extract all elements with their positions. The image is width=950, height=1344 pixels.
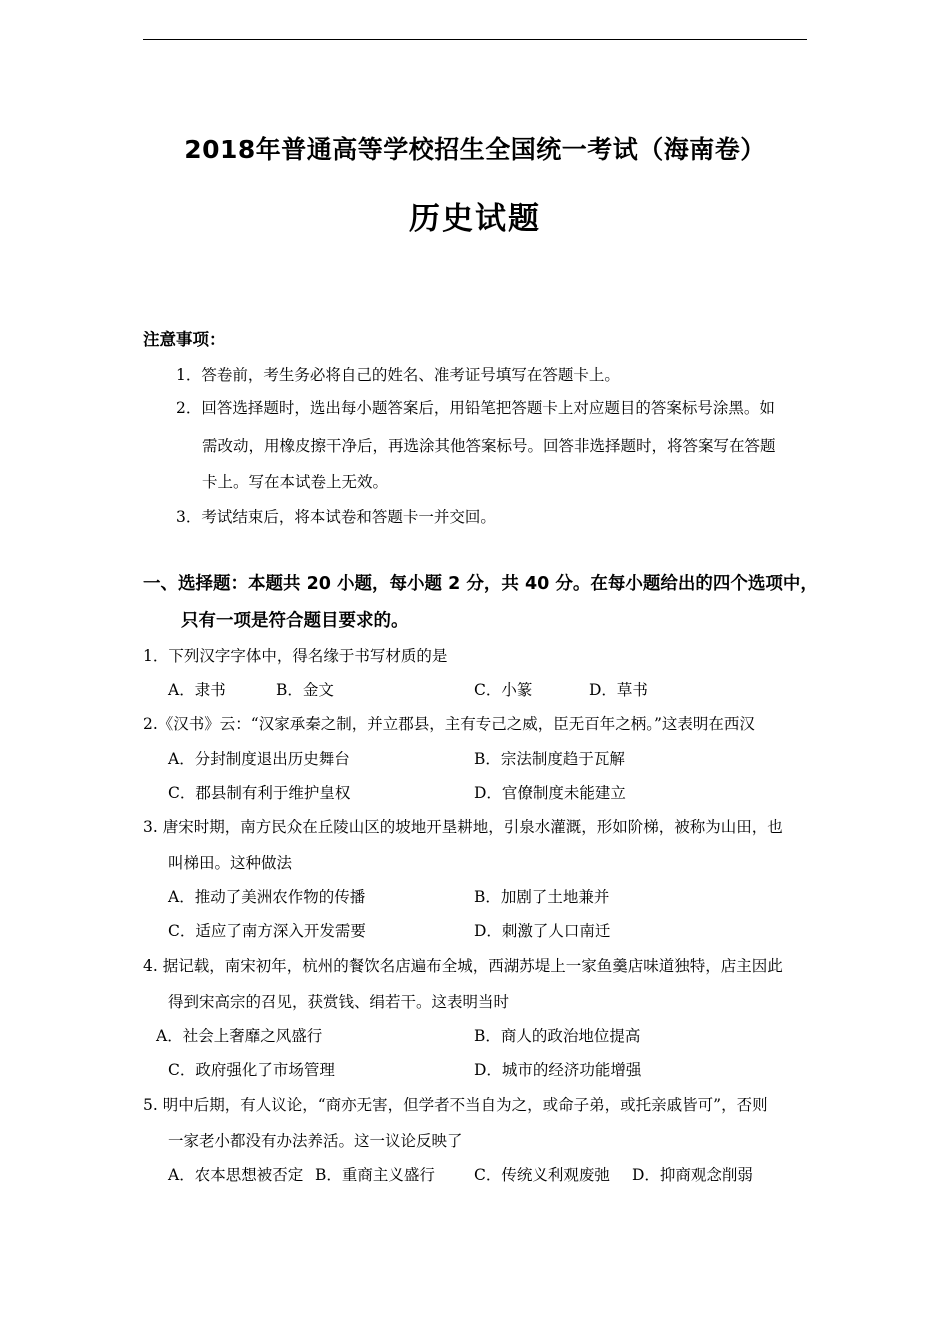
question-1-option-a: A．隶书 [168,681,226,699]
question-4-option-c: C．政府强化了市场管理 [168,1061,335,1079]
section-heading-line2: 只有一项是符合题目要求的。 [181,611,409,631]
question-4-option-d: D．城市的经济功能增强 [474,1061,642,1079]
exam-title: 2018年普通高等学校招生全国统一考试（海南卷） [184,135,766,164]
question-3-stem-line1: 3. 唐宋时期，南方民众在丘陵山区的坡地开垦耕地，引泉水灌溉，形如阶梯，被称为山田，也 [143,818,783,836]
question-2-stem: 2.《汉书》云：“汉家承秦之制，并立郡县，主有专己之威，臣无百年之柄。”这表明在西汉 [143,715,755,733]
question-5-option-c: C．传统义利观废弛 [474,1166,610,1184]
question-5-stem-line1: 5. 明中后期，有人议论，“商亦无害，但学者不当自为之，或命子弟，或托亲戚皆可”，否则 [143,1096,768,1114]
question-2-option-b: B．宗法制度趋于瓦解 [474,750,625,768]
section-heading-line1: 一、选择题：本题共 20 小题，每小题 2 分，共 40 分。在每小题给出的四个选项中， [143,574,818,594]
question-4-stem-line1: 4. 据记载，南宋初年，杭州的餐饮名店遍布全城，西湖苏堤上一家鱼羹店味道独特，店主因此 [143,957,783,975]
question-5-option-a: A．农本思想被否定 [168,1166,304,1184]
question-2-option-d: D．官僚制度未能建立 [474,784,626,802]
question-2-option-c: C．郡县制有利于维护皇权 [168,784,351,802]
question-3-option-a: A．推动了美洲农作物的传播 [168,888,366,906]
question-4-stem-line2: 得到宋高宗的召见，获赏钱、绢若干。这表明当时 [168,993,510,1011]
question-1-stem: 1．下列汉字字体中，得名缘于书写材质的是 [143,647,448,665]
question-3-option-b: B．加剧了土地兼并 [474,888,610,906]
question-1-option-b: B．金文 [276,681,334,699]
question-4-option-a: A．社会上奢靡之风盛行 [156,1027,323,1045]
question-5-option-d: D．抑商观念削弱 [632,1166,753,1184]
notice-item-2-line2: 需改动，用橡皮擦干净后，再选涂其他答案标号。回答非选择题时，将答案写在答题 [202,437,776,455]
question-5-stem-line2: 一家老小都没有办法养活。这一议论反映了 [168,1132,463,1150]
question-3-option-c: C．适应了南方深入开发需要 [168,922,366,940]
notice-item-3: 3．考试结束后，将本试卷和答题卡一并交回。 [176,508,496,526]
notice-item-1: 1．答卷前，考生务必将自己的姓名、准考证号填写在答题卡上。 [176,366,620,384]
notice-item-2-line1: 2．回答选择题时，选出每小题答案后，用铅笔把答题卡上对应题目的答案标号涂黑。如 [176,399,775,417]
question-4-option-b: B．商人的政治地位提高 [474,1027,641,1045]
subject-title: 历史试题 [409,201,541,237]
question-3-stem-line2: 叫梯田。这种做法 [168,854,293,872]
question-3-option-d: D．刺激了人口南迁 [474,922,611,940]
notice-item-2-line3: 卡上。写在本试卷上无效。 [202,473,389,491]
question-1-option-c: C．小篆 [474,681,533,699]
question-5-option-b: B．重商主义盛行 [315,1166,435,1184]
question-2-option-a: A．分封制度退出历史舞台 [168,750,350,768]
top-rule [143,39,807,40]
notice-heading: 注意事项： [143,330,226,349]
question-1-option-d: D．草书 [589,681,648,699]
